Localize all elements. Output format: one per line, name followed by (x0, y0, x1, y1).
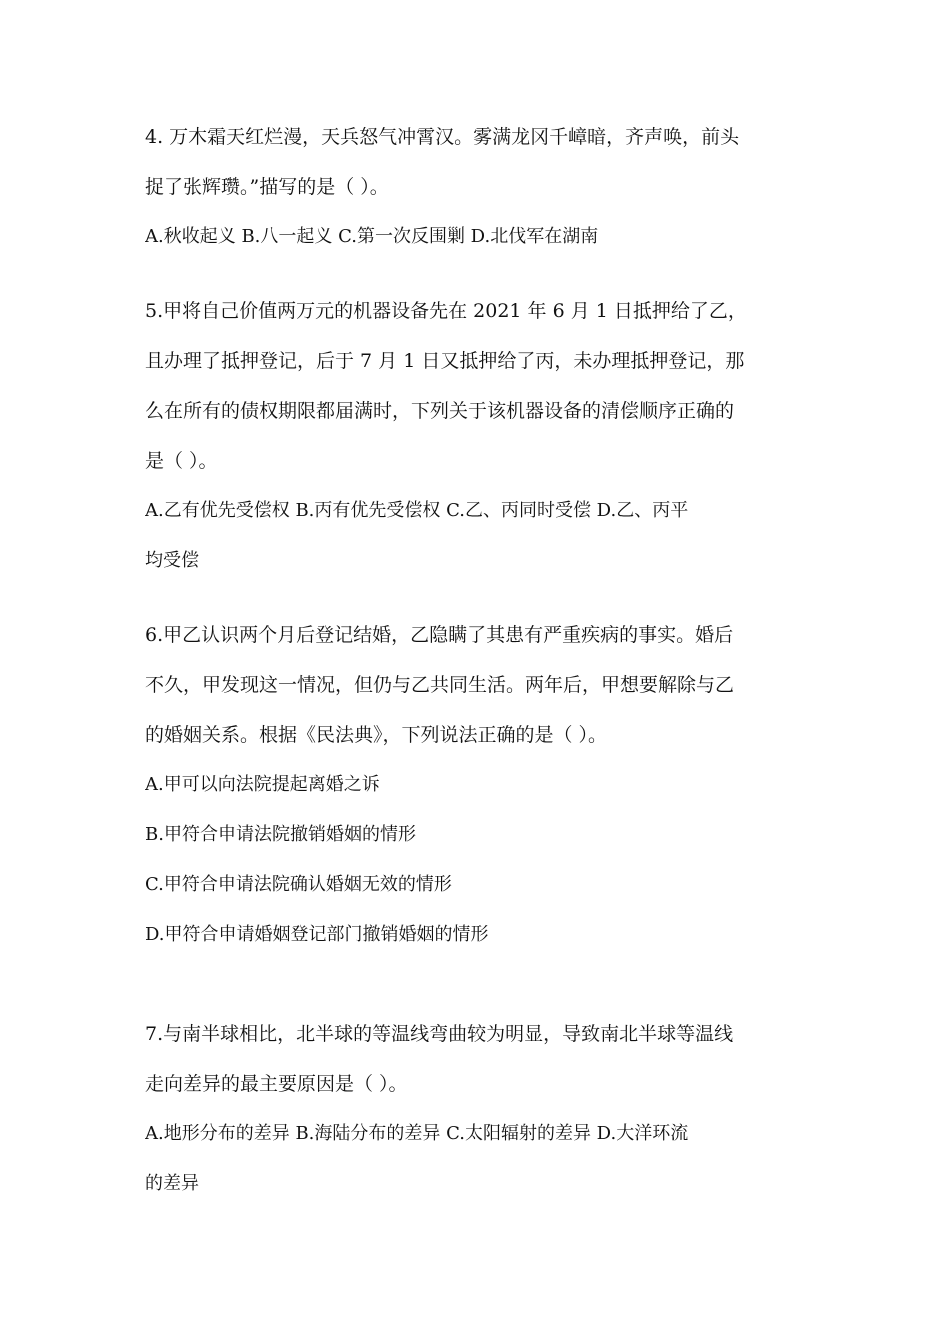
question-6-option-b: B.甲符合申请法院撤销婚姻的情形 (145, 824, 416, 845)
question-6-line-3: 的婚姻关系。根据《民法典》，下列说法正确的是（ ）。 (145, 724, 608, 746)
question-4-line-2: 捉了张辉瓒。”描写的是（ ）。 (145, 176, 389, 198)
question-4-options: A.秋收起义 B.八一起义 C.第一次反围剿 D.北伐军在湖南 (145, 226, 599, 247)
question-7-line-1: 7.与南半球相比，北半球的等温线弯曲较为明显，导致南北半球等温线 (145, 1023, 734, 1045)
question-5-line-3: 么在所有的债权期限都届满时，下列关于该机器设备的清偿顺序正确的 (145, 400, 735, 422)
question-5-options-line-2: 均受偿 (145, 550, 199, 571)
question-6-option-c: C.甲符合申请法院确认婚姻无效的情形 (145, 874, 452, 895)
question-7-line-2: 走向差异的最主要原因是（ ）。 (145, 1073, 408, 1095)
question-5-line-4: 是（ ）。 (145, 450, 218, 472)
question-5-options-line-1: A.乙有优先受偿权 B.丙有优先受偿权 C.乙、丙同时受偿 D.乙、丙平 (145, 500, 689, 521)
question-5-line-1: 5.甲将自己价值两万元的机器设备先在 2021 年 6 月 1 日抵押给了乙， (145, 300, 747, 322)
question-7-options-line-2: 的差异 (145, 1173, 199, 1194)
question-6-option-d: D.甲符合申请婚姻登记部门撤销婚姻的情形 (145, 924, 489, 945)
question-4-line-1: 4. 万木霜天红烂漫，天兵怒气冲霄汉。雾满龙冈千嶂暗，齐声唤，前头 (145, 126, 740, 148)
question-6-line-2: 不久，甲发现这一情况，但仍与乙共同生活。两年后，甲想要解除与乙 (145, 674, 735, 696)
question-7-options-line-1: A.地形分布的差异 B.海陆分布的差异 C.太阳辐射的差异 D.大洋环流 (145, 1123, 689, 1144)
question-6-line-1: 6.甲乙认识两个月后登记结婚，乙隐瞒了其患有严重疾病的事实。婚后 (145, 624, 734, 646)
question-6-option-a: A.甲可以向法院提起离婚之诉 (145, 774, 380, 795)
question-5-line-2: 且办理了抵押登记，后于 7 月 1 日又抵押给了丙，未办理抵押登记，那 (145, 350, 745, 372)
